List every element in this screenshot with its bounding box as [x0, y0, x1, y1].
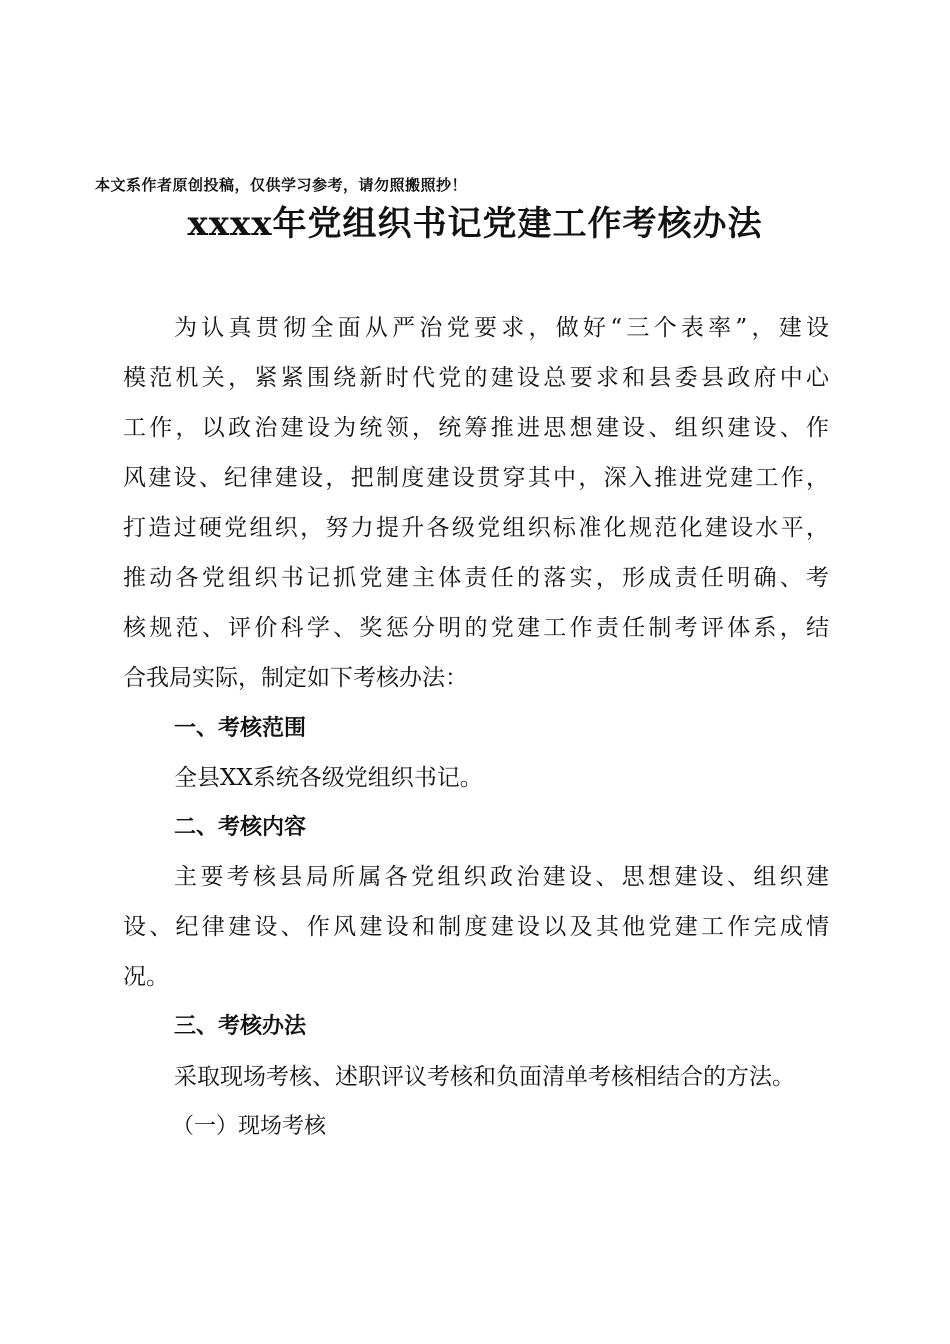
- intro-line: 工作，以政治建设为统领，统筹推进思想建设、组织建设、作: [123, 415, 829, 441]
- intro-line: 打造过硬党组织，努力提升各级党组织标准化规范化建设水平，: [123, 515, 829, 541]
- subheading-onsite: （一）现场考核: [172, 1114, 327, 1139]
- intro-line: 模范机关，紧紧围绕新时代党的建设总要求和县委县政府中心: [123, 365, 829, 391]
- section-text: 况。: [123, 964, 169, 990]
- section-text: 采取现场考核、述职评议考核和负面清单考核相结合的方法。: [174, 1064, 795, 1090]
- section-heading-method: 三、考核办法: [174, 1014, 307, 1039]
- section-heading-content: 二、考核内容: [174, 815, 307, 840]
- section-text: 主要考核县局所属各党组织政治建设、思想建设、组织建: [174, 864, 829, 890]
- intro-line: 为认真贯彻全面从严治党要求，做好“三个表率”，建设: [174, 315, 829, 341]
- copyright-notice: 本文系作者原创投稿，仅供学习参考，请勿照搬照抄！: [95, 176, 468, 194]
- document-title: xxxx年党组织书记党建工作考核办法: [187, 204, 763, 244]
- intro-line: 核规范、评价科学、奖惩分明的党建工作责任制考评体系，结: [123, 615, 829, 641]
- section-heading-scope: 一、考核范围: [174, 716, 307, 741]
- section-text: 全县XX系统各级党组织书记。: [174, 765, 483, 791]
- intro-line: 推动各党组织书记抓党建主体责任的落实，形成责任明确、考: [123, 565, 829, 591]
- intro-line: 风建设、纪律建设，把制度建设贯穿其中，深入推进党建工作，: [123, 465, 829, 491]
- section-text: 设、纪律建设、作风建设和制度建设以及其他党建工作完成情: [123, 914, 829, 940]
- intro-line: 合我局实际，制定如下考核办法：: [123, 665, 468, 691]
